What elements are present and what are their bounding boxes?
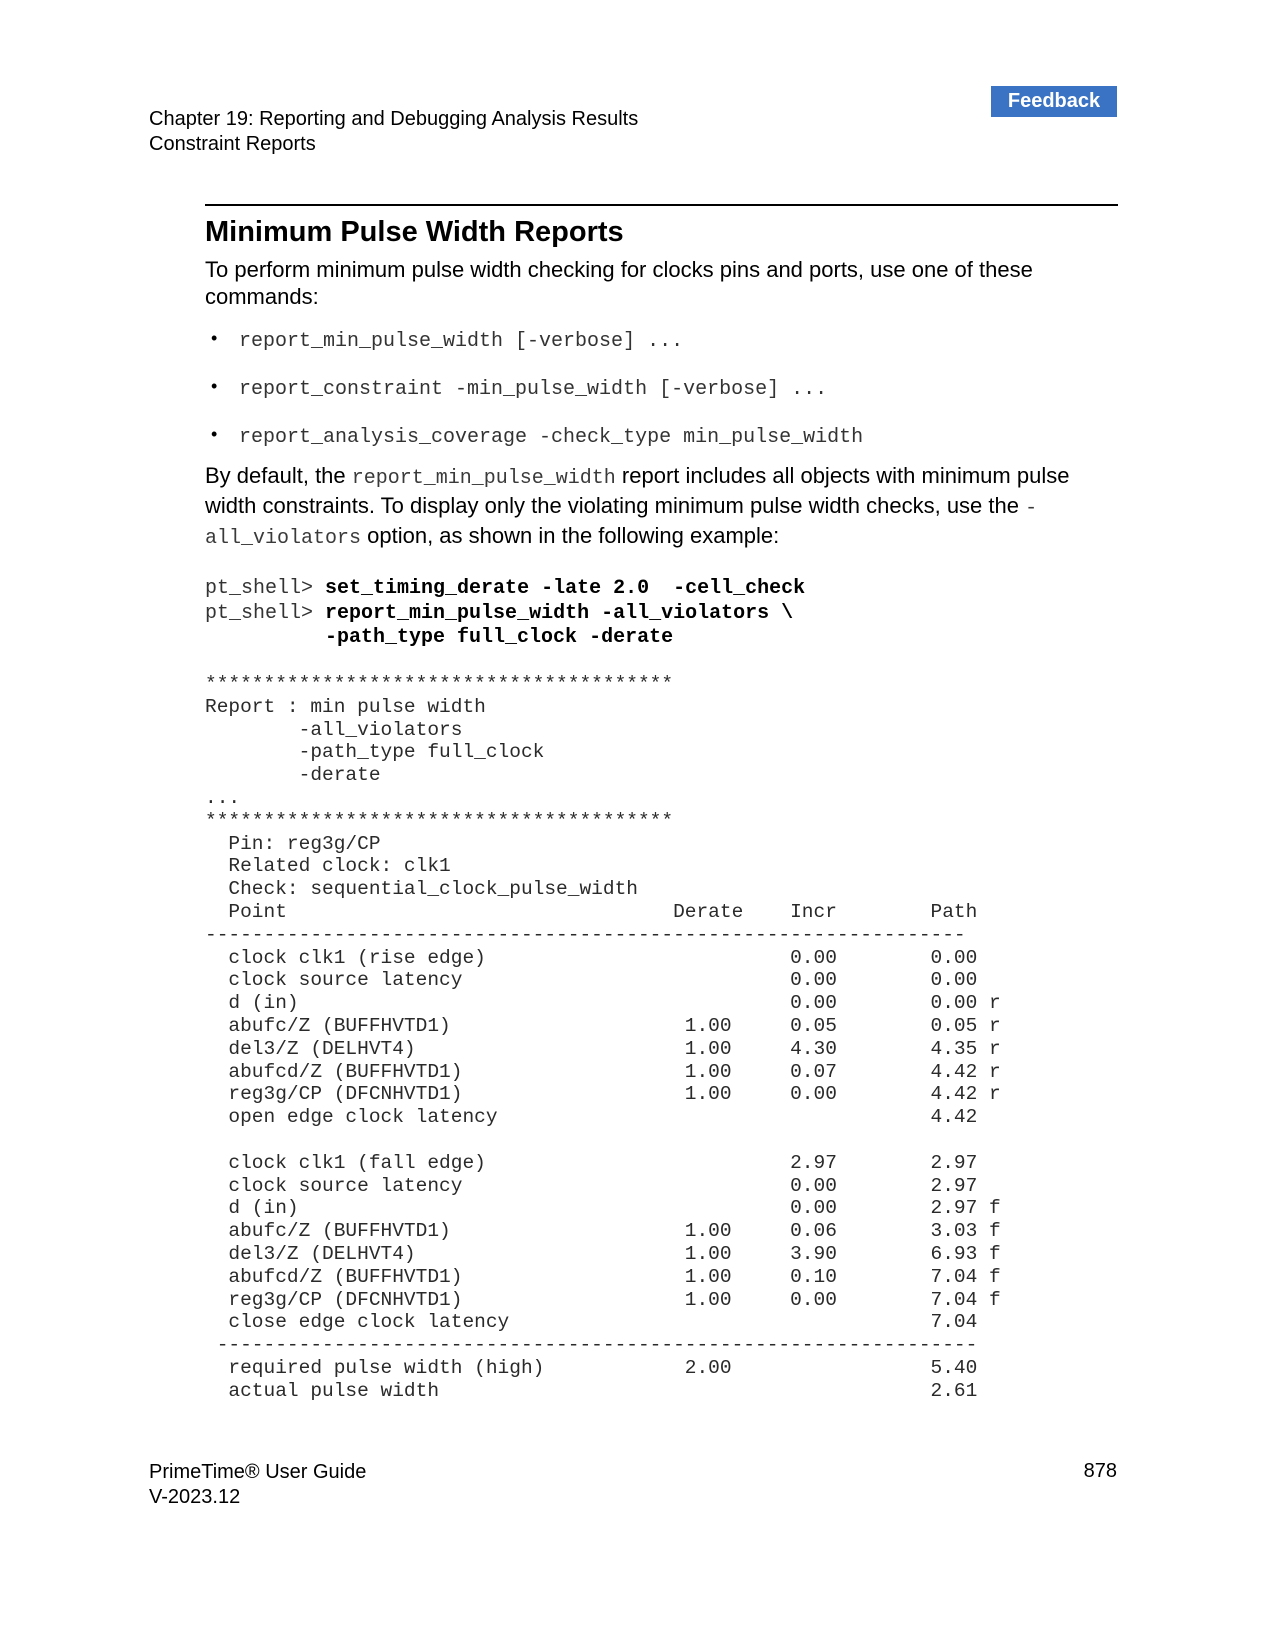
body-text: By default, the <box>205 463 352 488</box>
page-title: Minimum Pulse Width Reports <box>205 216 624 248</box>
shell-example <box>205 577 805 651</box>
inline-code: -all_violators <box>205 497 1038 550</box>
body-paragraph <box>205 462 1105 552</box>
shell-prompt: pt_shell> <box>205 577 326 600</box>
shell-prompt: pt_shell> <box>205 601 326 625</box>
command-text: report_analysis_coverage -check_type min_pulse_width <box>239 426 864 449</box>
list-item <box>205 378 863 426</box>
intro-paragraph: To perform minimum pulse width checking for clocks pins and ports, use one of these commands: <box>205 257 1033 309</box>
chapter-title: Chapter 19: Reporting and Debugging Analysis Results <box>149 108 639 130</box>
command-text: report_constraint -min_pulse_width [-verbose] ... <box>239 378 828 401</box>
bullet-icon: • <box>211 328 218 348</box>
bullet-icon: • <box>211 424 218 444</box>
page-number: 878 <box>1083 1460 1117 1482</box>
feedback-button[interactable]: Feedback <box>991 86 1117 117</box>
shell-command: report_min_pulse_width -all_violators \ <box>325 601 794 625</box>
guide-version: V-2023.12 <box>149 1486 241 1508</box>
inline-code: report_min_pulse_width <box>351 467 616 490</box>
guide-title: PrimeTime® User Guide <box>149 1461 367 1483</box>
running-header <box>149 107 638 157</box>
list-item <box>205 330 863 378</box>
footer <box>149 1460 366 1510</box>
command-text: report_min_pulse_width [-verbose] ... <box>239 330 684 353</box>
section-title: Constraint Reports <box>149 133 316 155</box>
body-text: option, as shown in the following example: <box>361 523 780 548</box>
bullet-icon: • <box>211 376 218 396</box>
title-rule <box>205 204 1118 206</box>
shell-command: set_timing_derate -late 2.0 -cell_check <box>325 577 806 600</box>
body-text: report includes all objects with minimum pulse width constraints. To display only the violating minimum pulse width checks, use the <box>205 463 1070 518</box>
report-output: **************************************** Report : min pulse width -all_violators -path_type full_clock -derate ... **************************************** Pin: reg3g/CP Related clock: clk1 Check: sequential_clock_pulse_width Point Derate Incr Path ----------------------------------------------------------------- clock clk1 (rise edge) 0.00 0.00 clock source latency 0.00 0.00 d (in) 0.00 0.00 r abufc/Z (BUFFHVTD1) 1.00 0.05 0.05 r del3/Z (DELHVT4) 1.00 4.30 4.35 r abufcd/Z (BUFFHVTD1) 1.00 0.07 4.42 r reg3g/CP (DFCNHVTD1) 1.00 0.00 4.42 r open edge clock latency 4.42 clock clk1 (fall edge) 2.97 2.97 clock source latency 0.00 2.97 d (in) 0.00 2.97 f abufc/Z (BUFFHVTD1) 1.00 0.06 3.03 f del3/Z (DELHVT4) 1.00 3.90 6.93 f abufcd/Z (BUFFHVTD1) 1.00 0.10 7.04 f reg3g/CP (DFCNHVTD1) 1.00 0.00 7.04 f close edge clock latency 7.04 ----------------------------------------------------------------- required pulse width (high) 2.00 5.40 actual pulse width 2.61 <box>205 673 1001 1402</box>
shell-command-continued: -path_type full_clock -derate <box>205 626 674 649</box>
command-list <box>205 330 863 474</box>
